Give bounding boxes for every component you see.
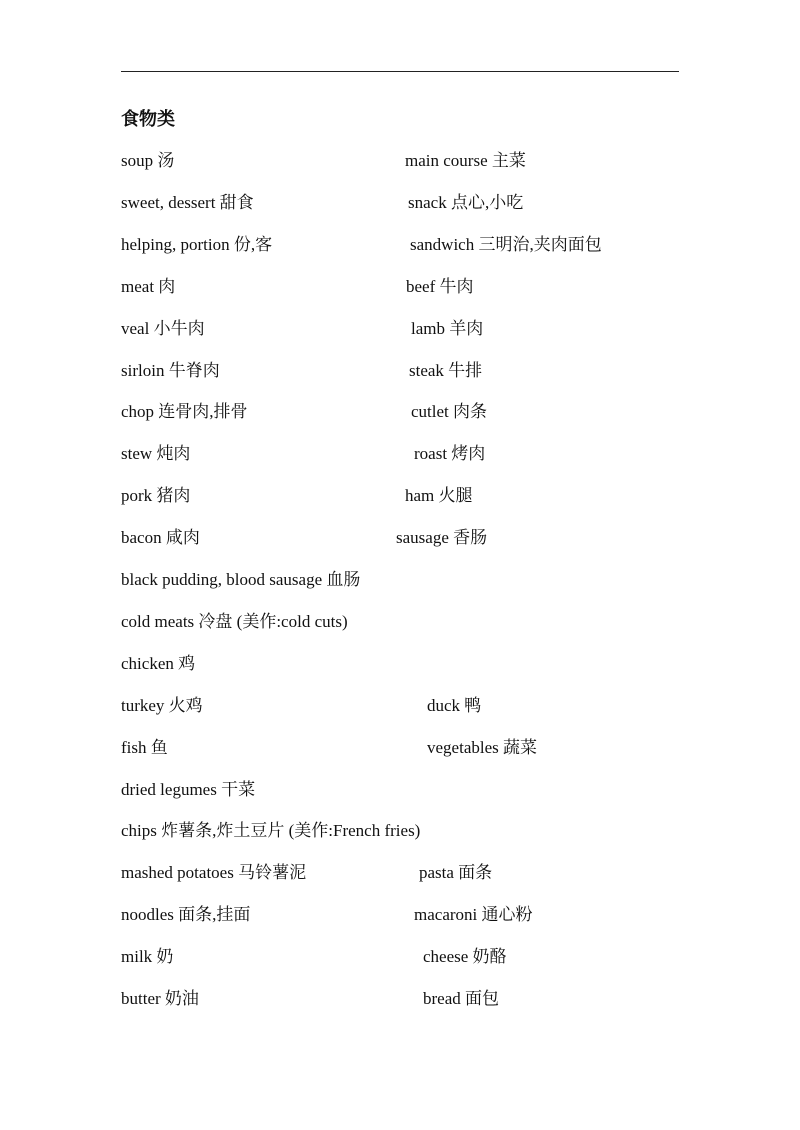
vocab-entry-left: sirloin 牛脊肉 — [121, 361, 220, 380]
vocab-entry-left: bacon 咸肉 — [121, 528, 200, 547]
vocab-entry-left: dried legumes 干菜 — [121, 780, 256, 799]
vocab-entry-left: helping, portion 份,客 — [121, 235, 273, 254]
vocab-entry-left: soup 汤 — [121, 151, 175, 170]
vocab-entry-right: lamb 羊肉 — [411, 319, 484, 338]
vocab-entry-right: snack 点心,小吃 — [408, 193, 524, 212]
vocab-entry-left: sweet, dessert 甜食 — [121, 193, 254, 212]
vocab-entry-right: steak 牛排 — [409, 361, 483, 380]
vocab-entry-left: pork 猪肉 — [121, 486, 191, 505]
vocab-entry-left: butter 奶油 — [121, 989, 199, 1008]
vocab-entry-left: meat 肉 — [121, 277, 176, 296]
vocab-entry-right: beef 牛肉 — [406, 277, 474, 296]
vocab-entry-left: chicken 鸡 — [121, 654, 196, 673]
vocab-entry-right: cheese 奶酪 — [423, 947, 507, 966]
vocab-entry-left: black pudding, blood sausage 血肠 — [121, 570, 361, 589]
vocab-entry-right: roast 烤肉 — [414, 444, 486, 463]
vocab-entry-right: sausage 香肠 — [396, 528, 488, 547]
vocab-entry-left: chips 炸薯条,炸土豆片 (美作:French fries) — [121, 821, 421, 840]
vocab-entry-right: macaroni 通心粉 — [414, 905, 533, 924]
vocab-entry-right: main course 主菜 — [405, 151, 526, 170]
header-rule — [121, 71, 679, 72]
vocab-entry-left: mashed potatoes 马铃薯泥 — [121, 863, 307, 882]
vocab-entry-right: sandwich 三明治,夹肉面包 — [410, 235, 602, 254]
vocab-entry-left: fish 鱼 — [121, 738, 168, 757]
vocab-entry-left: turkey 火鸡 — [121, 696, 203, 715]
vocab-entry-right: bread 面包 — [423, 989, 500, 1008]
vocab-entry-left: chop 连骨肉,排骨 — [121, 402, 248, 421]
section-heading: 食物类 — [121, 109, 175, 129]
vocab-entry-right: pasta 面条 — [419, 863, 493, 882]
vocab-entry-left: stew 炖肉 — [121, 444, 191, 463]
vocab-entry-right: vegetables 蔬菜 — [427, 738, 537, 757]
vocab-entry-right: cutlet 肉条 — [411, 402, 488, 421]
vocab-entry-left: cold meats 冷盘 (美作:cold cuts) — [121, 612, 348, 631]
vocab-entry-left: milk 奶 — [121, 947, 174, 966]
vocab-entry-right: duck 鸭 — [427, 696, 482, 715]
vocab-entry-left: noodles 面条,挂面 — [121, 905, 251, 924]
vocab-entry-left: veal 小牛肉 — [121, 319, 205, 338]
vocab-entry-right: ham 火腿 — [405, 486, 473, 505]
